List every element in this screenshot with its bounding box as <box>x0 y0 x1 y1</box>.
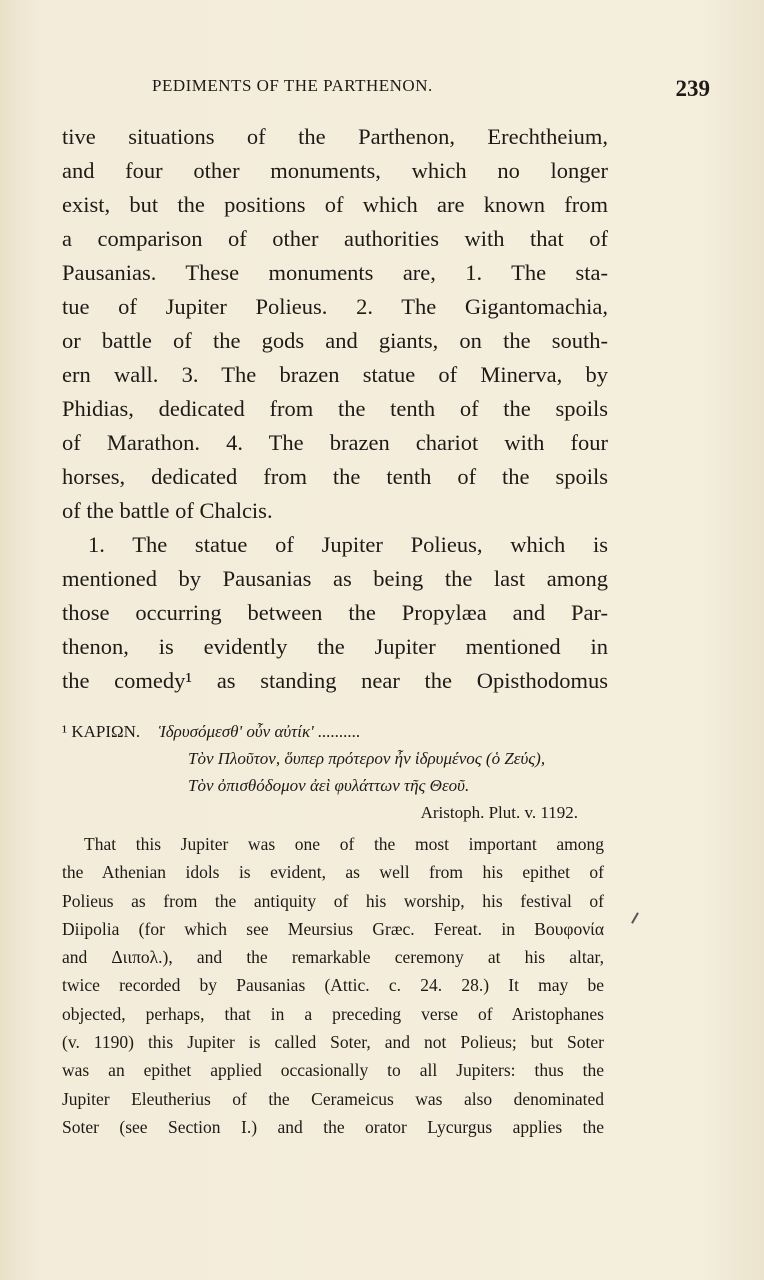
note-line: Polieus as from the antiquity of his worship, his festival of <box>62 890 604 911</box>
note-line: the Athenian idols is evident, as well from his epithet of <box>62 862 604 883</box>
body-line: 1. The statue of Jupiter Polieus, which is <box>88 532 608 557</box>
note-line: was an epithet applied occasionally to all Jupiters: thus the <box>62 1060 604 1081</box>
running-head-title: PEDIMENTS OF THE PARTHENON. <box>152 76 433 95</box>
footnote-citation: Aristoph. Plut. v. 1192. <box>420 803 578 822</box>
footnote-marker: ¹ ΚΑΡΙΩΝ. <box>62 722 141 741</box>
body-line: the comedy¹ as standing near the Opisthodomus <box>62 668 608 693</box>
running-head <box>60 76 710 106</box>
note-line: Soter (see Section I.) and the orator Lycurgus applies the <box>62 1116 604 1137</box>
note-line: (v. 1190) this Jupiter is called Soter, and not Polieus; but Soter <box>62 1032 604 1053</box>
note-text <box>62 830 604 1141</box>
footnote-greek: Τὸν Πλοῦτον, ὅυπερ πρότερον ἦν ἱδρυμένος (ὁ Ζεύς), <box>188 749 546 768</box>
body-line: or battle of the gods and giants, on the south- <box>62 328 608 353</box>
footnote-greek: Τὸν ὀπισθόδομον ἀεὶ φυλάττων τῆς Θεοῦ. <box>188 776 470 795</box>
body-line: of the battle of Chalcis. <box>62 498 273 523</box>
body-line: exist, but the positions of which are known from <box>62 192 608 217</box>
body-line: Pausanias. These monuments are, 1. The sta- <box>62 260 608 285</box>
body-line: tue of Jupiter Polieus. 2. The Gigantomachia, <box>62 294 608 319</box>
body-text <box>62 120 608 698</box>
body-line: ern wall. 3. The brazen statue of Minerva, by <box>62 362 608 387</box>
note-line: Diipolia (for which see Meursius Græc. Fereat. in Βουφονία <box>62 918 604 939</box>
note-line: and Διιπολ.), and the remarkable ceremony at his altar, <box>62 947 604 968</box>
body-line: of Marathon. 4. The brazen chariot with four <box>62 430 608 455</box>
note-line: Jupiter Eleutherius of the Cerameicus was also denominated <box>62 1088 604 1109</box>
body-line: tive situations of the Parthenon, Erechtheium, <box>62 124 608 149</box>
note-line: twice recorded by Pausanias (Attic. c. 24. 28.) It may be <box>62 975 604 996</box>
margin-pencil-mark <box>631 912 639 923</box>
body-line: Phidias, dedicated from the tenth of the spoils <box>62 396 608 421</box>
body-line: and four other monuments, which no longer <box>62 158 608 183</box>
note-line: That this Jupiter was one of the most important among <box>84 834 604 854</box>
page-number: 239 <box>675 76 710 101</box>
body-line: mentioned by Pausanias as being the last among <box>62 566 608 591</box>
footnote-greek: Ἱδρυσόμεσθ' οὖν αὐτίκ' .......... <box>158 722 361 741</box>
body-line: horses, dedicated from the tenth of the spoils <box>62 464 608 489</box>
body-line: thenon, is evidently the Jupiter mentioned in <box>62 634 608 659</box>
body-line: those occurring between the Propylæa and Par- <box>62 600 608 625</box>
footnote <box>62 718 608 826</box>
note-line: objected, perhaps, that in a preceding verse of Aristophanes <box>62 1003 604 1024</box>
body-line: a comparison of other authorities with that of <box>62 226 608 251</box>
footnote-line-1 <box>62 718 608 745</box>
